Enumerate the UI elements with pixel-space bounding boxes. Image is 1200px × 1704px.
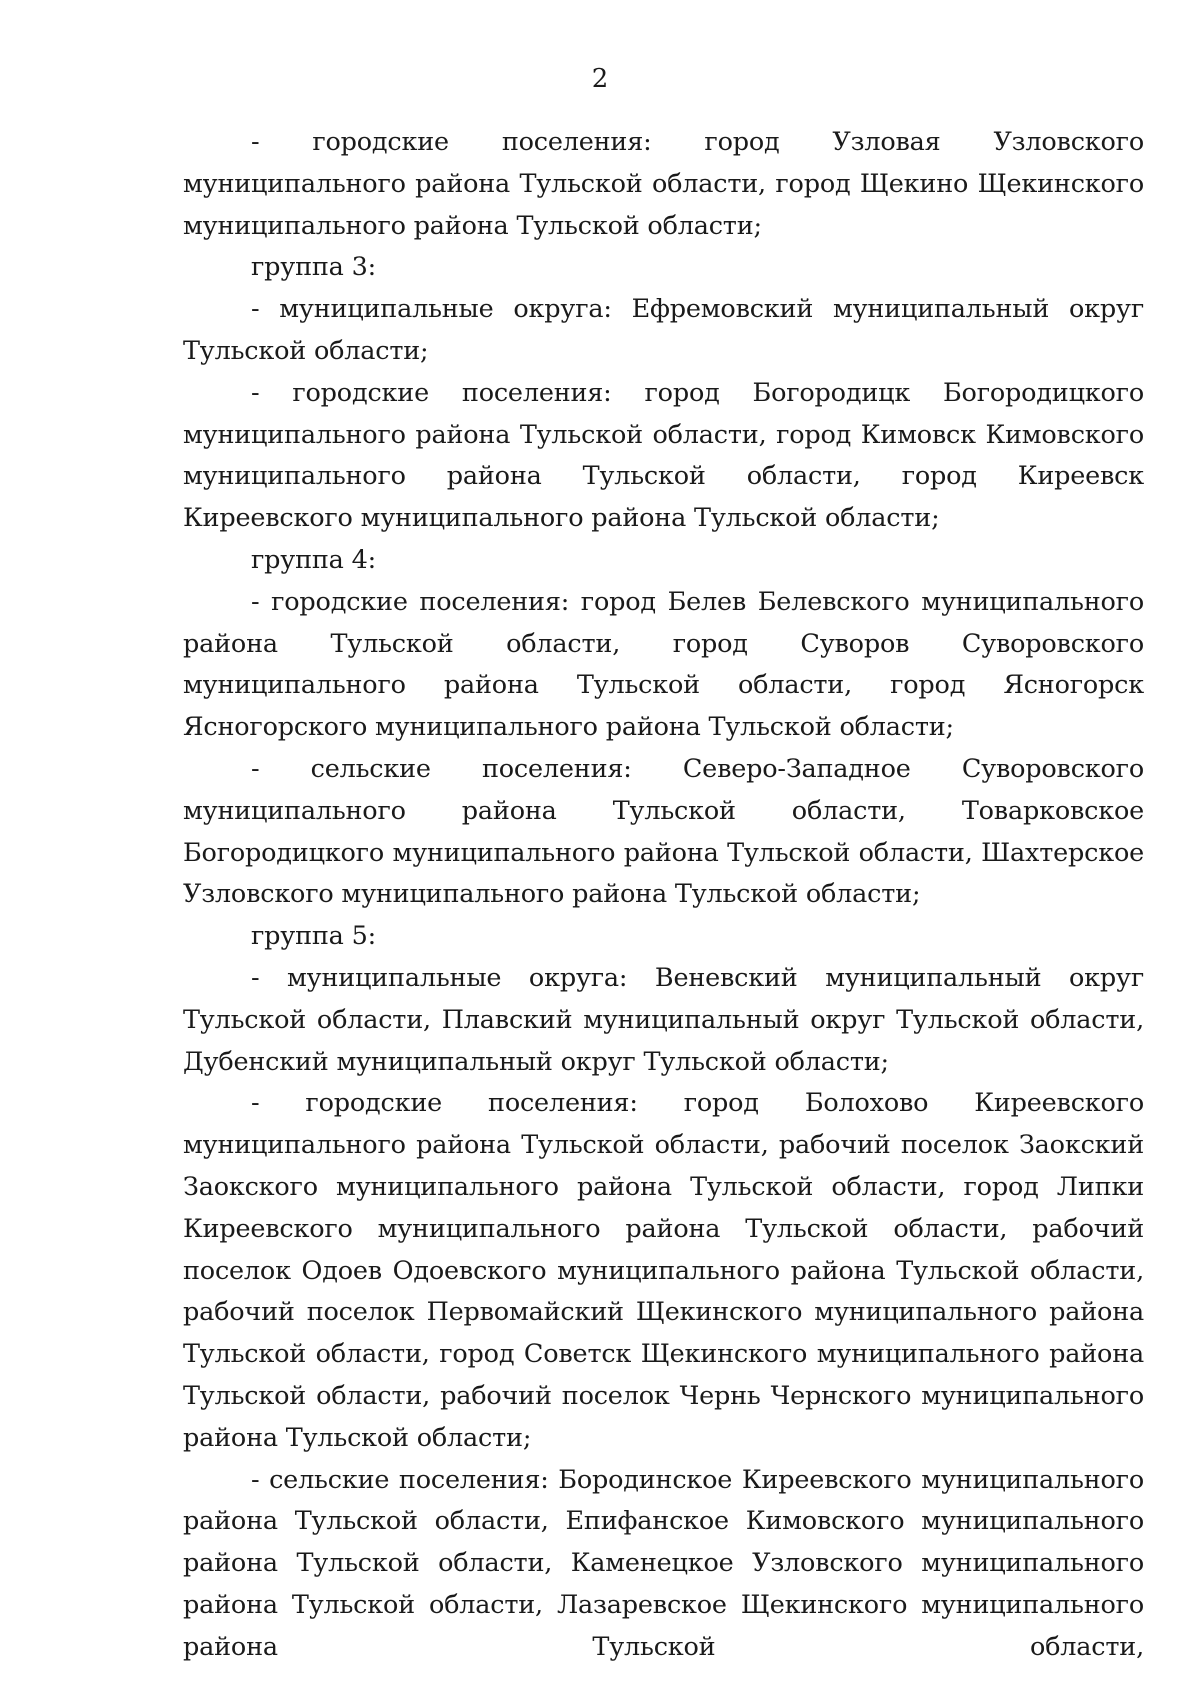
group-5-heading: группа 5: [251,921,377,952]
paragraph-urban-settlements-group-4: - городские поселения: город Белев Белевского муниципального района Тульской области, город Суворов Суворовского муниципального района Тульской области, город Ясногорск Ясногорского муниципального района Тульской области; [183,586,1144,743]
document-body [183,122,1144,1668]
paragraph-urban-settlements-group-5: - городские поселения: город Болохово Киреевского муниципального района Тульской области, рабочий поселок Заокский Заокского муниципального района Тульской области, город Липки Киреевского муниципального района Тульской области, рабочий поселок Одоев Одоевского муниципального района Тульской области, рабочий поселок Первомайский Щекинского муниципального района Тульской области, город Советск Щекинского муниципального района Тульской области, рабочий поселок Чернь Чернского муниципального района Тульской области; [183,1088,1144,1453]
paragraph-municipal-districts-group-3: - муниципальные округа: Ефремовский муниципальный округ Тульской области; [183,294,1144,366]
paragraph-rural-settlements-group-4: - сельские поселения: Северо-Западное Суворовского муниципального района Тульской области, Товарковское Богородицкого муниципального района Тульской области, Шахтерское Узловского муниципального района Тульской области; [183,753,1144,910]
paragraph-urban-settlements-group-3: - городские поселения: город Богородицк Богородицкого муниципального района Тульской области, город Кимовск Кимовского муниципального района Тульской области, город Киреевск Киреевского муниципального района Тульской области; [183,377,1144,534]
group-3-heading: группа 3: [251,252,377,283]
paragraph-rural-settlements-group-5: - сельские поселения: Бородинское Киреевского муниципального района Тульской области, Епифанское Кимовского муниципального района Тульской области, Каменецкое Узловского муниципального района Тульской области, Лазаревское Щекинского муниципального района Тульской области, [183,1464,1144,1662]
paragraph-urban-settlements-group-2: - городские поселения: город Узловая Узловского муниципального района Тульской области, город Щекино Щекинского муниципального района Тульской области; [183,127,1144,241]
group-4-heading: группа 4: [251,544,377,575]
paragraph-municipal-districts-group-5: - муниципальные округа: Веневский муниципальный округ Тульской области, Плавский муниципальный округ Тульской области, Дубенский муниципальный округ Тульской области; [183,962,1144,1077]
page-number: 2 [591,64,609,94]
